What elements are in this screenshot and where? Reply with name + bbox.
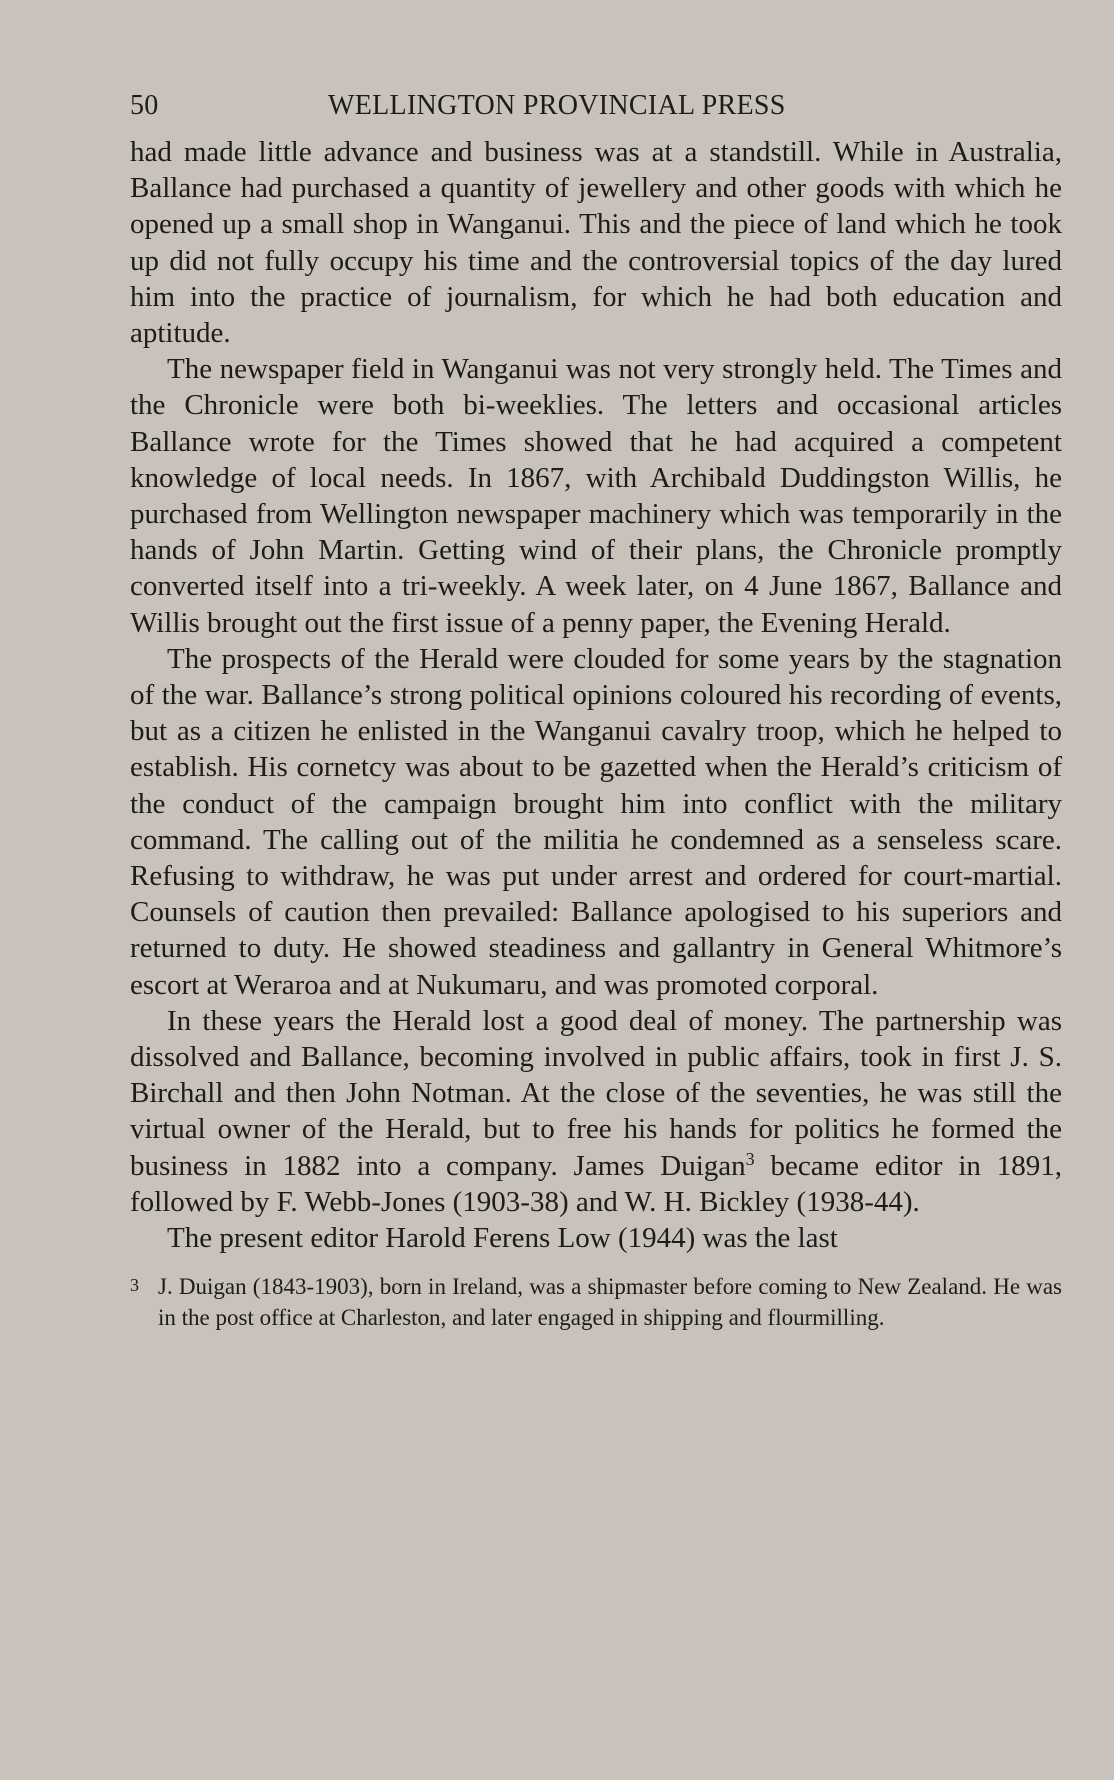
paragraph-4 [130,1003,1062,1220]
body-text [130,134,1062,1256]
footnote [130,1272,1062,1333]
paragraph-2: The newspaper field in Wanganui was not very strongly held. The Times and the Chronicle were both bi-weeklies. The letters and occasional articles Ballance wrote for the Times showed that he had acquired a competent knowledge of local needs. In 1867, with Archibald Duddingston Willis, he purchased from Wellington newspaper machinery which was temporarily in the hands of John Martin. Getting wind of their plans, the Chronicle promptly converted itself into a tri-weekly. A week later, on 4 June 1867, Ballance and Willis brought out the first issue of a penny paper, the Evening Herald. [130,353,1062,639]
paragraph-4-part-2: became editor in 1891, followed by F. Webb-Jones (1903-38) and W. H. Bickley (1938-44). [130,1149,1062,1218]
running-title: WELLINGTON PROVINCIAL PRESS [328,90,786,121]
footnote-marker: 3 [130,1275,139,1296]
paragraph-1: had made little advance and business was at a standstill. While in Australia, Ballance had purchased a quantity of jewellery and other goods with which he opened up a small shop in Wanganui. This and the piece of land which he took up did not fully occupy his time and the controversial topics of the day lured him into the practice of journalism, for which he had both education and aptitude. [130,136,1062,350]
page-number: 50 [130,90,159,121]
footnote-reference: 3 [745,1148,755,1169]
paragraph-4-part-1: In these years the Herald lost a good deal of money. The partnership was dissolved and Ballance, becoming involved in public affairs, took in first J. S. Birchall and then John Notman. At the close of the seventies, he was still the virtual owner of the Herald, but to free his hands for politics he formed the business in 1882 into a company. James Duigan [130,1004,1062,1182]
paragraph-5: The present editor Harold Ferens Low (1944) was the last [167,1222,838,1255]
footnote-text: J. Duigan (1843-1903), born in Ireland, was a shipmaster before coming to New Zealand. He was in the post office at Charleston, and later engaged in shipping and flourmilling. [158,1274,1062,1330]
book-page [130,84,1062,1333]
running-head [130,84,1062,128]
paragraph-3: The prospects of the Herald were clouded for some years by the stagnation of the war. Ballance’s strong political opinions coloured his recording of events, but as a citizen he enlisted in the Wanganui cavalry troop, which he helped to establish. His cornetcy was about to be gazetted when the Herald’s criticism of the conduct of the campaign brought him into conflict with the military command. The calling out of the militia he condemned as a senseless scare. Refusing to withdraw, he was put under arrest and ordered for court-martial. Counsels of caution then prevailed: Ballance apologised to his superiors and returned to duty. He showed steadiness and gallantry in General Whitmore’s escort at Weraroa and at Nukumaru, and was promoted corporal. [130,642,1062,1001]
